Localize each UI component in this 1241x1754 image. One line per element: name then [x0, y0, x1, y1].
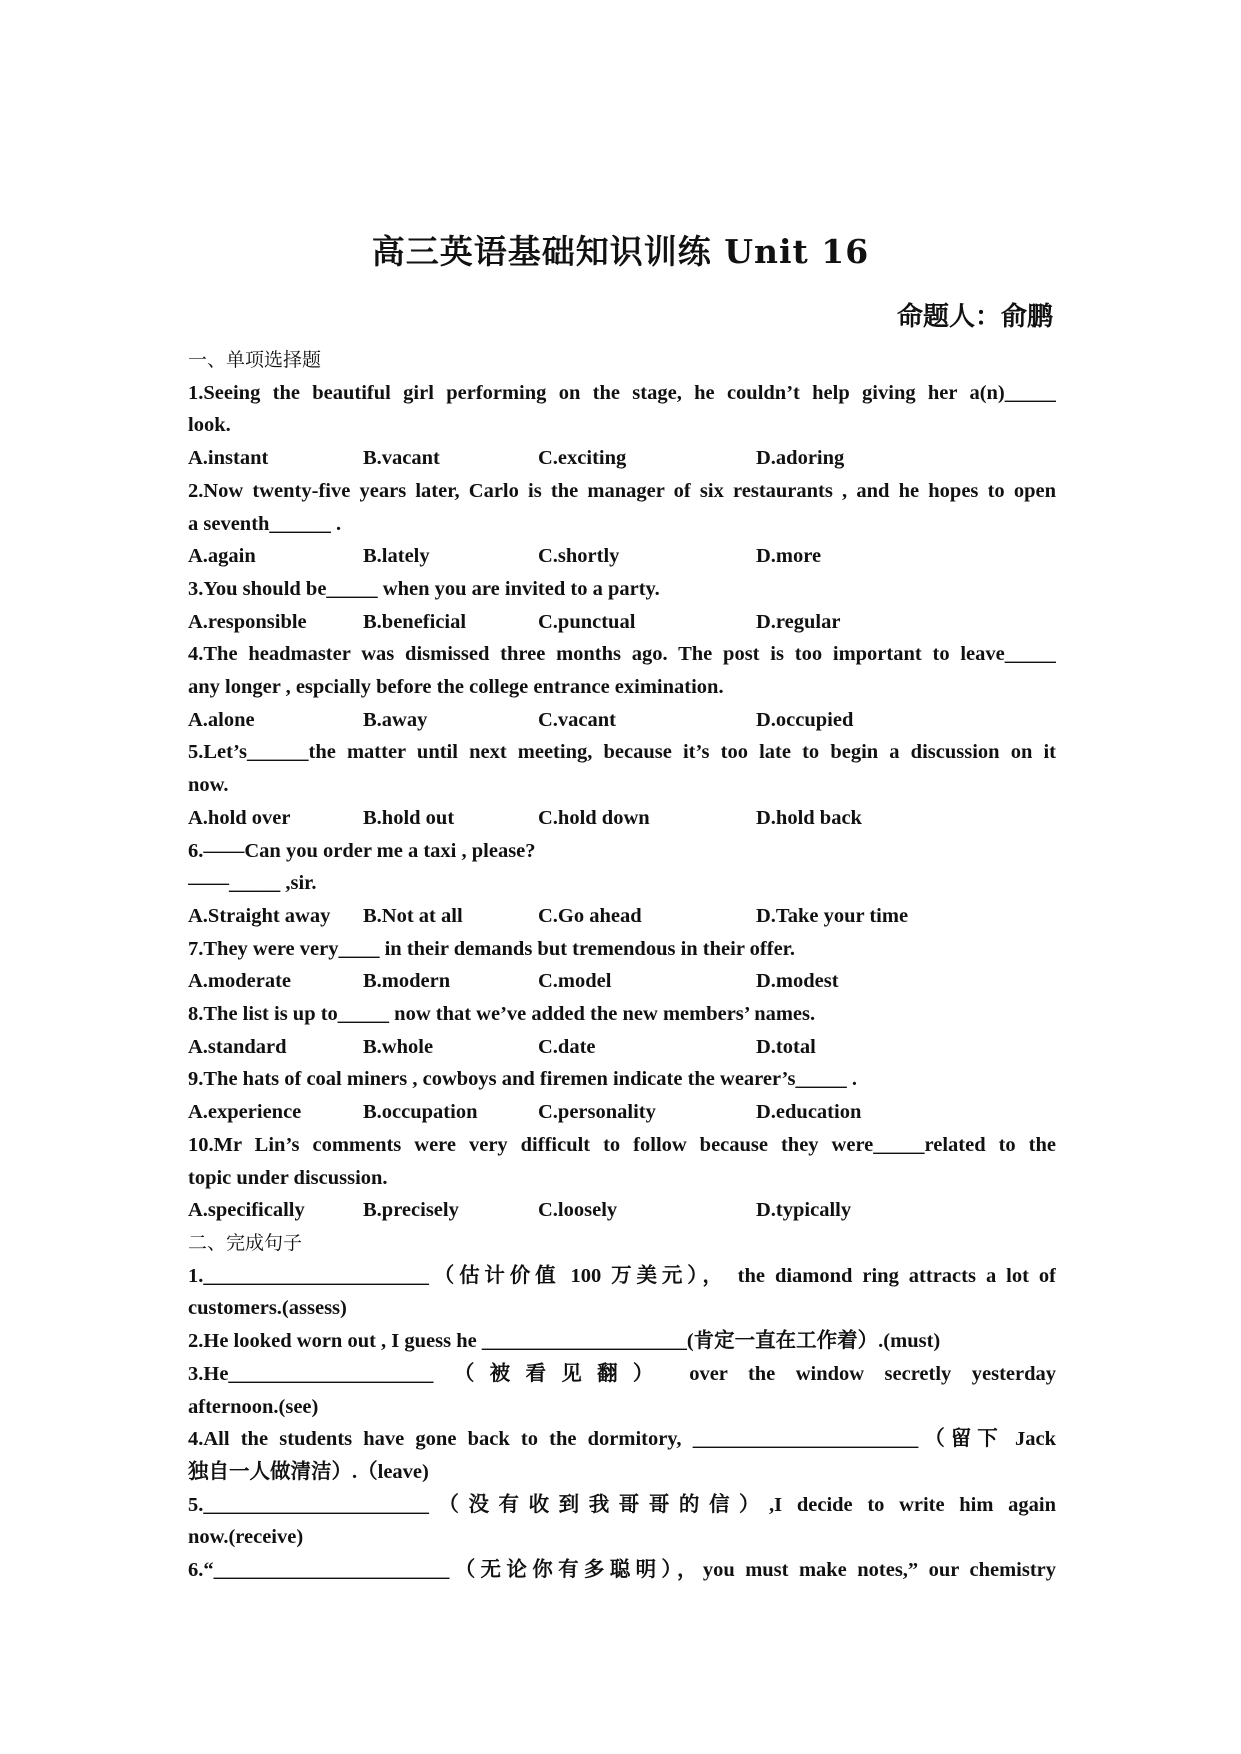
- option-b: B.beneficial: [363, 610, 467, 633]
- question-9-options: [188, 1096, 1056, 1129]
- option-d: D.typically: [756, 1199, 852, 1222]
- question-7-options: [188, 965, 1056, 998]
- question-9-text: 9.The hats of coal miners , cowboys and firemen indicate the wearer’s_____ .: [188, 1068, 858, 1091]
- option-b: B.away: [363, 708, 428, 731]
- option-a: A.again: [188, 545, 256, 568]
- sentence-3-text-cont: afternoon.(see): [188, 1395, 319, 1418]
- option-d: D.adoring: [756, 447, 845, 470]
- question-2-text-cont: a seventh______ .: [188, 512, 342, 535]
- option-c: C.date: [538, 1035, 596, 1058]
- option-d: D.occupied: [756, 708, 854, 731]
- option-d: D.total: [756, 1035, 816, 1058]
- option-d: D.modest: [756, 970, 839, 993]
- sentence-1-text: 1.______________________（估计价值 100 万美元）， the diamond ring attracts a lot of: [188, 1264, 1056, 1287]
- question-10-options: [188, 1194, 1056, 1227]
- option-a: A.Straight away: [188, 904, 331, 927]
- question-1-text: 1.Seeing the beautiful girl performing on the stage, he couldn’t help giving her a(n)_____: [188, 381, 1056, 404]
- option-d: D.regular: [756, 610, 841, 633]
- sentence-4-text-cont: 独自一人做清洁）.（leave): [188, 1460, 429, 1483]
- option-b: B.vacant: [363, 447, 440, 470]
- question-7-text: 7.They were very____ in their demands but tremendous in their offer.: [188, 937, 796, 960]
- option-c: C.hold down: [538, 806, 650, 829]
- question-8-text: 8.The list is up to_____ now that we’ve added the new members’ names.: [188, 1003, 816, 1026]
- question-5-text-cont: now.: [188, 774, 229, 797]
- option-b: B.modern: [363, 970, 451, 993]
- option-d: D.Take your time: [756, 904, 909, 927]
- question-2-text: 2.Now twenty-five years later, Carlo is the manager of six restaurants , and he hopes to open: [188, 479, 1056, 502]
- sentence-2-text: 2.He looked worn out , I guess he ____________________(肯定一直在工作着）.(must): [188, 1330, 941, 1353]
- option-c: C.loosely: [538, 1199, 618, 1222]
- question-4-options: [188, 704, 1056, 737]
- worksheet-body: [188, 344, 1056, 1587]
- question-5-options: [188, 802, 1056, 835]
- question-1-text-cont: look.: [188, 414, 231, 437]
- sentence-5-text: 5.______________________（没有收到我哥哥的信）,I decide to write him again: [188, 1493, 1056, 1516]
- option-d: D.hold back: [756, 806, 862, 829]
- option-c: C.exciting: [538, 447, 627, 470]
- question-5-text: 5.Let’s______the matter until next meeting, because it’s too late to begin a discussion on it: [188, 741, 1056, 764]
- sentence-4-text: 4.All the students have gone back to the dormitory, ______________________（留下 Jack: [188, 1428, 1056, 1451]
- option-a: A.moderate: [188, 970, 292, 993]
- option-b: B.Not at all: [363, 904, 463, 927]
- option-a: A.experience: [188, 1101, 302, 1124]
- option-a: A.responsible: [188, 610, 307, 633]
- sentence-5-text-cont: now.(receive): [188, 1526, 304, 1549]
- option-c: C.shortly: [538, 545, 620, 568]
- sentence-3-text: 3.He____________________ （被看见翻） over the window secretly yesterday: [188, 1362, 1056, 1385]
- option-b: B.precisely: [363, 1199, 459, 1222]
- option-b: B.lately: [363, 545, 430, 568]
- option-c: C.punctual: [538, 610, 636, 633]
- option-c: C.model: [538, 970, 612, 993]
- question-4-text-cont: any longer , espcially before the college entrance eximination.: [188, 676, 724, 699]
- option-c: C.Go ahead: [538, 904, 642, 927]
- question-6-text-cont: ——_____ ,sir.: [188, 872, 317, 895]
- option-b: B.whole: [363, 1035, 434, 1058]
- option-a: A.standard: [188, 1035, 287, 1058]
- sentence-6-text: 6.“_______________________（无论你有多聪明），you must make notes,” our chemistry: [188, 1559, 1056, 1582]
- question-8-options: [188, 1031, 1056, 1064]
- option-d: D.more: [756, 545, 822, 568]
- sentence-1-text-cont: customers.(assess): [188, 1297, 347, 1320]
- option-a: A.instant: [188, 447, 269, 470]
- option-a: A.specifically: [188, 1199, 305, 1222]
- option-c: C.personality: [538, 1101, 656, 1124]
- section-heading-multiple-choice: 一、单项选择题: [188, 349, 322, 371]
- option-d: D.education: [756, 1101, 862, 1124]
- question-6-text: 6.——Can you order me a taxi , please?: [188, 839, 536, 862]
- option-b: B.occupation: [363, 1101, 478, 1124]
- option-a: A.alone: [188, 708, 255, 731]
- option-a: A.hold over: [188, 806, 291, 829]
- section-heading-complete-sentences: 二、完成句子: [188, 1231, 303, 1254]
- question-3-text: 3.You should be_____ when you are invited to a party.: [188, 577, 660, 600]
- question-4-text: 4.The headmaster was dismissed three months ago. The post is too important to leave_____: [188, 643, 1056, 666]
- question-1-options: [188, 442, 1056, 475]
- question-10-text: 10.Mr Lin’s comments were very difficult to follow because they were_____related to the: [188, 1133, 1056, 1156]
- question-2-options: [188, 540, 1056, 573]
- question-3-options: [188, 606, 1056, 639]
- option-c: C.vacant: [538, 708, 617, 731]
- question-6-options: [188, 900, 1056, 933]
- question-10-text-cont: topic under discussion.: [188, 1166, 388, 1189]
- author-line: 命题人：俞鹏: [896, 302, 1053, 332]
- option-b: B.hold out: [363, 806, 455, 829]
- page-title: 高三英语基础知识训练 Unit 16: [371, 232, 870, 271]
